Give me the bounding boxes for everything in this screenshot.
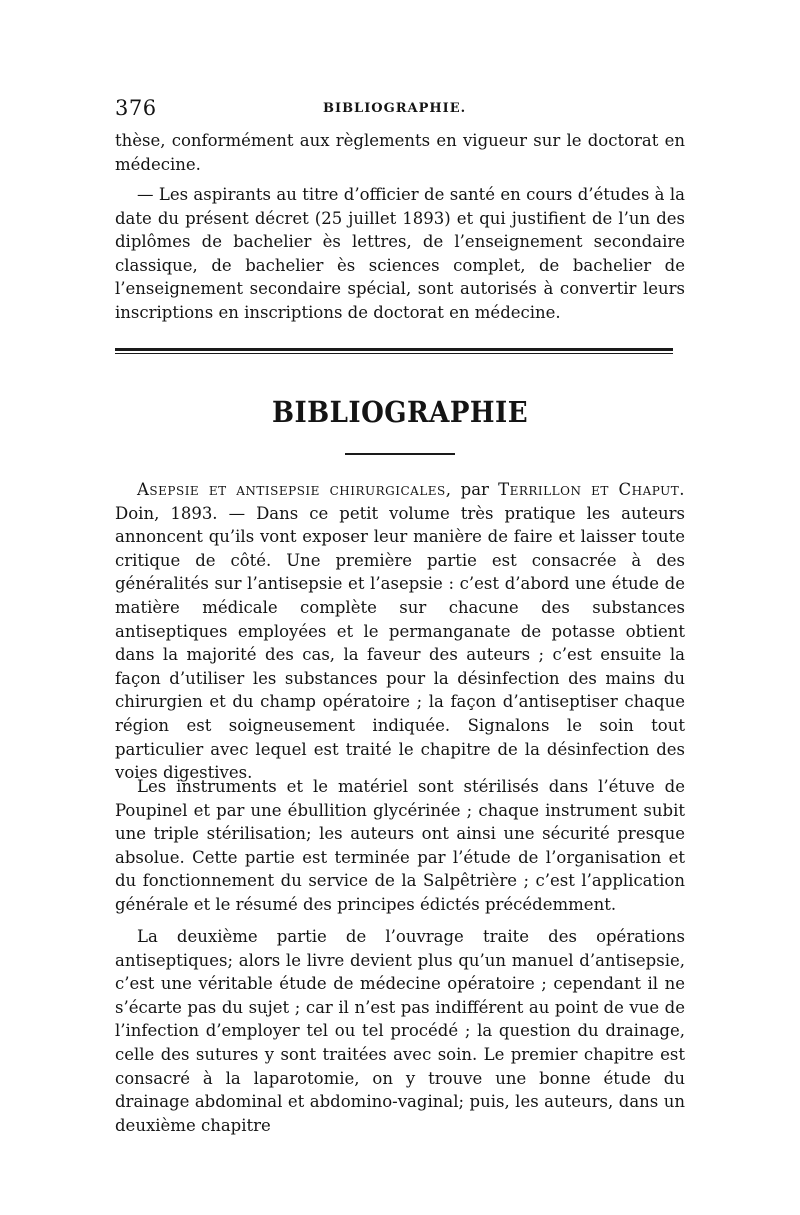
review-paragraph-1 (115, 478, 685, 785)
running-header (115, 96, 685, 124)
review-paragraph-2: Les instruments et le matériel sont stérilisés dans l’étuve de Poupinel et par une ébullition glycérinée ; chaque instrument subit une triple stérilisation; les auteurs ont ainsi une sécurité presque absolue. Cette partie est terminée par l’étude de l’organisation et du fonctionnement du service de la Salpêtrière ; c’est l’application générale et le résumé des principes édictés précédemment. (115, 777, 685, 914)
review-authors: Terrillon et Chaput. (498, 480, 685, 499)
page-number: 376 (115, 96, 157, 120)
section-title: BIBLIOGRAPHIE (271, 395, 529, 429)
title-underline-rule (345, 453, 455, 455)
review-by: par (451, 480, 499, 499)
review-paragraph-1-text: Doin, 1893. — Dans ce petit volume très pratique les auteurs annoncent qu’ils vont exposer leur manière de faire et laisser toute critique de côté. Une première partie est consacrée à des généralités sur l’antisepsie et l’asepsie : c’est d’abord une étude de matière médicale complète sur chacune des substances antiseptiques employées et le permanganate de potasse obtient dans la majorité des cas, la faveur des auteurs ; c’est ensuite la façon d’utiliser les substances pour la désinfection des mains du chirurgien et du champ opératoire ; la façon d’antiseptiser chaque région est soigneusement indiquée. Signalons le soin tout particulier avec lequel est traité le chapitre de la désinfection des voies digestives. (115, 503, 685, 783)
intro-paragraph-1: thèse, conformément aux règlements en vigueur sur le doctorat en médecine. (115, 131, 685, 174)
review-work-title: Asepsie et antisepsie chirurgicales, (137, 480, 452, 499)
divider-thick-rule (115, 348, 673, 351)
section-divider (115, 348, 673, 354)
running-title: BIBLIOGRAPHIE. (323, 101, 467, 116)
review-paragraph-3: La deuxième partie de l’ouvrage traite des opérations antiseptiques; alors le livre devient plus qu’un manuel d’antisepsie, c’est une véritable étude de médecine opératoire ; cependant il ne s’écarte pas du sujet ; car il n’est pas indifférent au point de vue de l’infection d’employer tel ou tel procédé ; la question du drainage, celle des sutures y sont traitées avec soin. Le premier chapitre est consacré à la laparotomie, on y trouve une bonne étude du drainage abdominal et abdomino-vaginal; puis, les auteurs, dans un deuxième chapitre (115, 927, 685, 1135)
intro-paragraph-2: — Les aspirants au titre d’officier de santé en cours d’études à la date du présent décret (25 juillet 1893) et qui justifient de l’un des diplômes de bachelier ès lettres, de l’enseignement secondaire classique, de bachelier ès sciences complet, de bachelier de l’enseignement secondaire spécial, sont autorisés à convertir leurs inscriptions en inscriptions de doctorat en médecine. (115, 185, 685, 322)
divider-thin-rule (115, 353, 673, 354)
